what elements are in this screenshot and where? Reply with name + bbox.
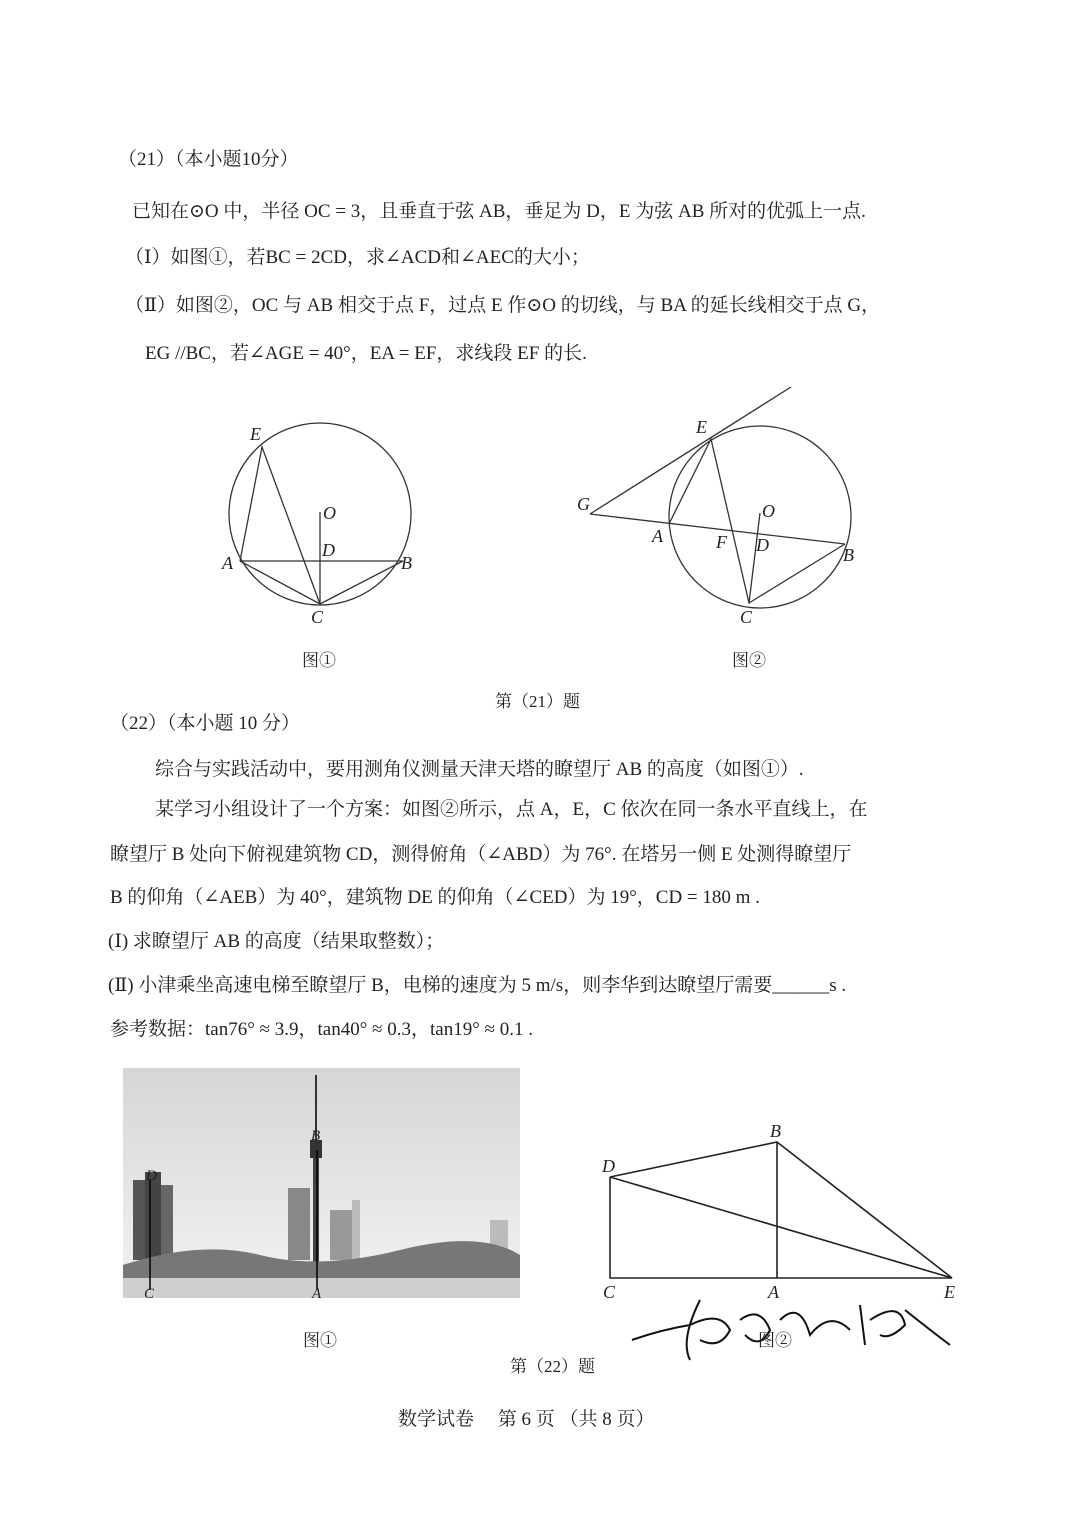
label-E: E (250, 424, 261, 444)
label-C: C (740, 607, 753, 627)
q21-caption: 第（21）题 (495, 692, 580, 711)
q21-part2-cont: EG //BC，若∠AGE = 40°，EA = EF，求线段 EF 的长. (145, 343, 587, 364)
q22-paragraph-2: 某学习小组设计了一个方案：如图②所示，点 A，E，C 依次在同一条水平直线上，在 (155, 799, 868, 820)
label-A: A (222, 553, 233, 573)
label-D: D (322, 540, 335, 560)
label-C: C (603, 1282, 616, 1302)
q22-figure-2 (610, 1142, 952, 1278)
label-B: B (401, 553, 412, 573)
photo-label-A: A (312, 1286, 322, 1302)
q21-fig2-caption: 图② (732, 651, 766, 670)
label-A: A (768, 1282, 779, 1302)
photo-label-B: B (311, 1128, 321, 1144)
label-F: F (716, 532, 727, 552)
q21-heading: （21）（本小题10分） (118, 149, 299, 170)
label-E: E (696, 417, 707, 437)
q22-part1: (Ⅰ) 求瞭望厅 AB 的高度（结果取整数）； (108, 931, 445, 952)
q22-caption: 第（22）题 (510, 1357, 595, 1376)
q21-part2: （Ⅱ）如图②，OC 与 AB 相交于点 F，过点 E 作⊙O 的切线，与 BA 的延长线相交于点 G， (125, 295, 881, 316)
q22-paragraph-1: 综合与实践活动中，要用测角仪测量天津天塔的瞭望厅 AB 的高度（如图①）. (155, 759, 804, 780)
q22-paragraph-2c: B 的仰角（∠AEB）为 40°，建筑物 DE 的仰角（∠CED）为 19°，CD = 180 m . (110, 887, 760, 908)
q22-fig1-caption: 图① (303, 1331, 337, 1350)
q22-heading: （22）（本小题 10 分） (110, 713, 301, 734)
q21-part1: （Ⅰ）如图①，若BC = 2CD，求∠ACD和∠AEC的大小； (125, 247, 590, 268)
photo-label-D: D (146, 1168, 157, 1184)
label-A: A (652, 526, 663, 546)
q21-statement: 已知在⊙O 中，半径 OC = 3，且垂直于弦 AB，垂足为 D，E 为弦 AB 所对的优弧上一点. (132, 201, 866, 222)
label-G: G (577, 494, 590, 514)
tower-photo (123, 1068, 520, 1298)
label-E: E (944, 1282, 955, 1302)
page-footer: 数学试卷 第 6 页 （共 8 页） (398, 1409, 655, 1430)
label-B: B (770, 1121, 781, 1141)
q22-fig2-caption: 图② (758, 1331, 792, 1350)
q22-part2: (Ⅱ) 小津乘坐高速电梯至瞭望厅 B，电梯的速度为 5 m/s，则李华到达瞭望厅需要______s . (108, 975, 847, 996)
label-B: B (843, 545, 854, 565)
q21-figure-2 (590, 387, 851, 608)
label-O: O (762, 501, 775, 521)
label-D: D (756, 535, 769, 555)
label-O: O (323, 503, 336, 523)
q22-reference-data: 参考数据：tan76° ≈ 3.9，tan40° ≈ 0.3，tan19° ≈ 0.1 . (110, 1019, 533, 1040)
q22-paragraph-2b: 瞭望厅 B 处向下俯视建筑物 CD，测得俯角（∠ABD）为 76°. 在塔另一侧 E 处测得瞭望厅 (110, 844, 852, 865)
photo-label-C: C (144, 1286, 155, 1302)
label-C: C (311, 607, 324, 627)
label-D: D (602, 1156, 615, 1176)
q21-fig1-caption: 图① (302, 651, 336, 670)
q21-figure-1 (229, 423, 411, 605)
